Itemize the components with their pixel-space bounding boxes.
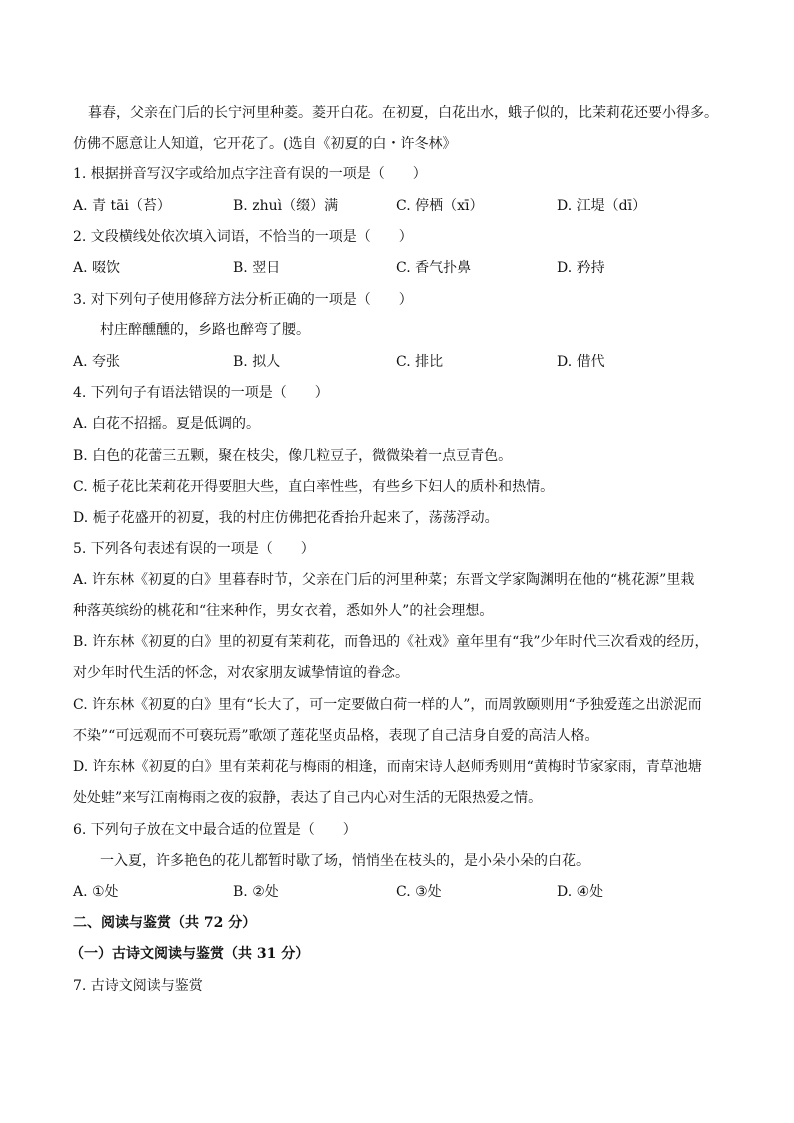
question-3-quote: 村庄醉醺醺的，乡路也醉弯了腰。 [100, 322, 310, 338]
question-5-line-1: A. 许东林《初夏的白》里暮春时节，父亲在门后的河里种菜；东晋文学家陶渊明在他的“桃花源”里栽 [73, 572, 695, 588]
question-6-stem: 6. 下列句子放在文中最合适的位置是（ ） [73, 822, 357, 838]
question-1-option-a: A. 青 tāi（苔） [73, 198, 171, 214]
question-5-line-3: B. 许东林《初夏的白》里的初夏有茉莉花，而鲁迅的《社戏》童年里有“我”少年时代三次看戏的经历， [73, 634, 709, 650]
question-3-option-d: D. 借代 [557, 354, 605, 370]
question-6-option-b: B. ②处 [233, 884, 279, 900]
question-1-option-d: D. 江堤（dī） [557, 198, 647, 214]
question-1-option-b: B. zhuì（缀）满 [233, 198, 339, 214]
question-5-line-7: D. 许东林《初夏的白》里有茉莉花与梅雨的相逢，而南宋诗人赵师秀则用“黄梅时节家家雨，青草池塘 [73, 759, 702, 775]
question-7-stem: 7. 古诗文阅读与鉴赏 [73, 978, 203, 994]
question-2-stem: 2. 文段横线处依次填入词语，不恰当的一项是（ ） [73, 229, 413, 245]
question-4-option-a: A. 白花不招摇。夏是低调的。 [73, 416, 261, 432]
question-5-stem: 5. 下列各句表述有误的一项是（ ） [73, 541, 315, 557]
section-2-title: 二、阅读与鉴赏（共 72 分） [73, 915, 257, 931]
question-3-option-a: A. 夸张 [73, 354, 121, 370]
question-2-option-c: C. 香气扑鼻 [396, 260, 472, 276]
question-3-stem: 3. 对下列句子使用修辞方法分析正确的一项是（ ） [73, 292, 413, 308]
question-2-option-b: B. 翌日 [233, 260, 281, 276]
question-1-stem: 1. 根据拼音写汉字或给加点字注音有误的一项是（ ） [73, 166, 427, 182]
question-4-option-c: C. 栀子花比茉莉花开得要胆大些，直白率性些，有些乡下妇人的质朴和热情。 [73, 479, 555, 495]
question-3-option-b: B. 拟人 [233, 354, 281, 370]
question-4-option-b: B. 白色的花蕾三五颗，聚在枝尖，像几粒豆子，微微染着一点豆青色。 [73, 448, 513, 464]
question-4-option-d: D. 栀子花盛开的初夏，我的村庄仿佛把花香抬升起来了，荡荡浮动。 [73, 510, 499, 526]
passage-line-2: 仿佛不愿意让人知道，它开花了。(选自《初夏的白・许冬林》 [73, 136, 457, 152]
question-1-option-c: C. 停栖（xī） [396, 198, 484, 214]
section-2-subtitle: （一）古诗文阅读与鉴赏（共 31 分） [70, 946, 310, 962]
passage-line-1: 暮春，父亲在门后的长宁河里种菱。菱开白花。在初夏，白花出水，蛾子似的，比茉莉花还要小得多。 [88, 105, 718, 121]
question-2-option-d: D. 矜持 [557, 260, 605, 276]
question-3-option-c: C. 排比 [396, 354, 444, 370]
question-6-option-d: D. ④处 [557, 884, 604, 900]
question-5-line-8: 处处蛙”来写江南梅雨之夜的寂静，表达了自己内心对生活的无限热爱之情。 [73, 790, 543, 806]
question-2-option-a: A. 啜饮 [73, 260, 121, 276]
question-5-line-4: 对少年时代生活的怀念，对农家朋友诚挚情谊的眷念。 [73, 665, 409, 681]
question-6-quote: 一入夏，许多艳色的花儿都暂时歇了场，悄悄坐在枝头的，是小朵小朵的白花。 [100, 853, 590, 869]
question-4-stem: 4. 下列句子有语法错误的一项是（ ） [73, 385, 329, 401]
question-5-line-2: 种落英缤纷的桃花和“往来种作，男女衣着，悉如外人”的社会理想。 [73, 603, 494, 619]
question-6-option-c: C. ③处 [396, 884, 442, 900]
question-5-line-6: 不染”“可远观而不可亵玩焉”歌颂了莲花坚贞品格，表现了自己洁身自爱的高洁人格。 [73, 728, 599, 744]
question-6-option-a: A. ①处 [73, 884, 119, 900]
question-5-line-5: C. 许东林《初夏的白》里有“长大了，可一定要做白荷一样的人”，而周敦颐则用“予独爱莲之出淤泥而 [73, 697, 702, 713]
